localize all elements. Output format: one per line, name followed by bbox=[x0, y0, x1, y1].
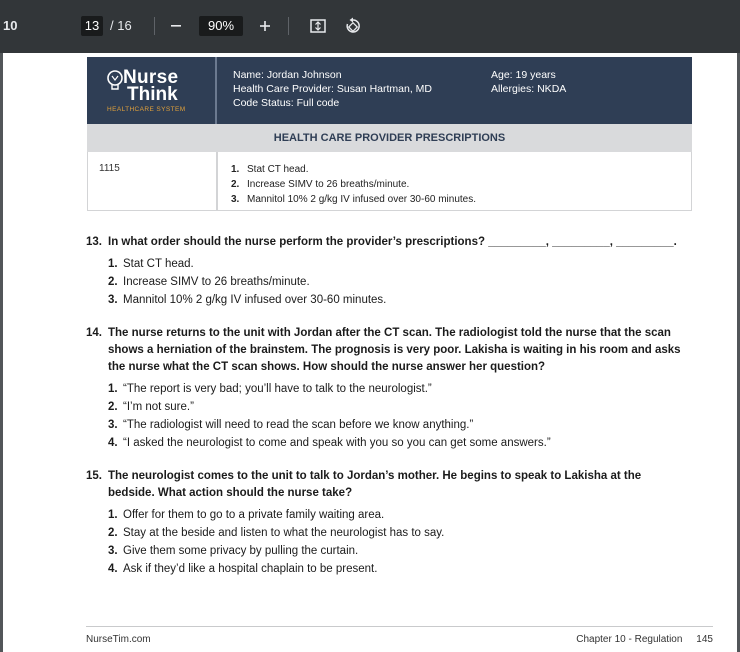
option-item[interactable]: 1. Stat CT head. bbox=[108, 258, 194, 270]
pdf-page bbox=[3, 53, 737, 652]
option-item[interactable]: 3. Give them some privacy by pulling the curtain. bbox=[108, 545, 359, 557]
prescriptions-header bbox=[87, 124, 692, 152]
option-item[interactable]: 3. “The radiologist will need to read the scan before we know anything.” bbox=[108, 419, 474, 431]
provider-name: Health Care Provider: Susan Hartman, MD bbox=[233, 83, 432, 95]
minus-icon bbox=[170, 20, 182, 32]
list-item: 2. Increase SIMV to 26 breaths/minute. bbox=[231, 179, 410, 190]
patient-header bbox=[87, 57, 692, 124]
zoom-in-button[interactable] bbox=[253, 14, 277, 38]
question-options bbox=[86, 506, 686, 578]
option-item[interactable]: 4. Ask if they’d like a hospital chaplain to be present. bbox=[108, 563, 378, 575]
question-14 bbox=[86, 325, 686, 452]
zoom-input[interactable]: 90% bbox=[199, 16, 243, 36]
code-status: Code Status: Full code bbox=[233, 97, 340, 109]
toolbar-divider bbox=[154, 17, 155, 35]
footer-chapter: Chapter 10 - Regulation 145 bbox=[576, 634, 713, 645]
question-13 bbox=[86, 234, 686, 309]
logo-subtitle: HEALTHCARE SYSTEM bbox=[107, 106, 186, 113]
lightbulb-icon bbox=[106, 70, 124, 92]
question-stem: 15. The neurologist comes to the unit to talk to Jordan’s mother. He begins to speak to Lakisha at the bedside. What action should the nurse take? bbox=[86, 470, 642, 499]
zoom-out-button[interactable] bbox=[164, 14, 188, 38]
logo-nurse-text: Nurse bbox=[123, 67, 179, 88]
patient-allergies: Allergies: NKDA bbox=[491, 83, 567, 95]
list-item: 3. Mannitol 10% 2 g/kg IV infused over 30-60 minutes. bbox=[231, 194, 477, 205]
fit-page-icon bbox=[310, 18, 326, 34]
patient-age: Age: 19 years bbox=[491, 69, 556, 81]
option-item[interactable]: 2. “I’m not sure.” bbox=[108, 401, 194, 413]
question-15 bbox=[86, 468, 686, 578]
footer-divider bbox=[86, 626, 713, 627]
plus-icon bbox=[259, 20, 271, 32]
list-item: 1. Stat CT head. bbox=[231, 164, 309, 175]
fit-page-button[interactable] bbox=[306, 14, 330, 38]
option-item[interactable]: 4. “I asked the neurologist to come and speak with you so you can get some answers.” bbox=[108, 437, 551, 449]
question-options bbox=[86, 255, 686, 309]
rotate-button[interactable] bbox=[341, 14, 365, 38]
option-item[interactable]: 1. “The report is very bad; you’ll have to talk to the neurologist.” bbox=[108, 383, 432, 395]
logo-think-text: Think bbox=[127, 84, 178, 105]
nursethink-logo bbox=[87, 57, 217, 124]
prescription-time: 1115 bbox=[99, 163, 120, 174]
footer-site: NurseTim.com bbox=[86, 634, 151, 645]
page-number-input[interactable]: 13 bbox=[81, 16, 103, 36]
patient-name: Name: Jordan Johnson bbox=[233, 69, 342, 81]
option-item[interactable]: 2. Stay at the beside and listen to what the neurologist has to say. bbox=[108, 527, 445, 539]
prescriptions-table bbox=[87, 152, 692, 211]
question-stem: 13. In what order should the nurse perform the provider’s prescriptions? _________, _________, _________. bbox=[86, 236, 677, 248]
pdf-toolbar bbox=[0, 0, 740, 53]
option-item[interactable]: 3. Mannitol 10% 2 g/kg IV infused over 30-60 minutes. bbox=[108, 294, 387, 306]
rotate-icon bbox=[344, 17, 362, 35]
option-item[interactable]: 2. Increase SIMV to 26 breaths/minute. bbox=[108, 276, 310, 288]
page-total: / 16 bbox=[110, 18, 132, 33]
toolbar-left-label: 10 bbox=[3, 18, 18, 33]
prescriptions-title: HEALTH CARE PROVIDER PRESCRIPTIONS bbox=[273, 132, 506, 144]
question-options bbox=[86, 380, 686, 452]
toolbar-divider bbox=[288, 17, 289, 35]
option-item[interactable]: 1. Offer for them to go to a private family waiting area. bbox=[108, 509, 385, 521]
question-stem: 14. The nurse returns to the unit with Jordan after the CT scan. The radiologist told the nurse that the scan shows a herniation of the brainstem. The prognosis is very poor. Lakisha is waiting in his room and asks the nurse what the CT scan shows. How should the nurse answer her question? bbox=[86, 327, 681, 373]
prescription-list bbox=[231, 162, 476, 207]
table-divider bbox=[216, 152, 218, 210]
